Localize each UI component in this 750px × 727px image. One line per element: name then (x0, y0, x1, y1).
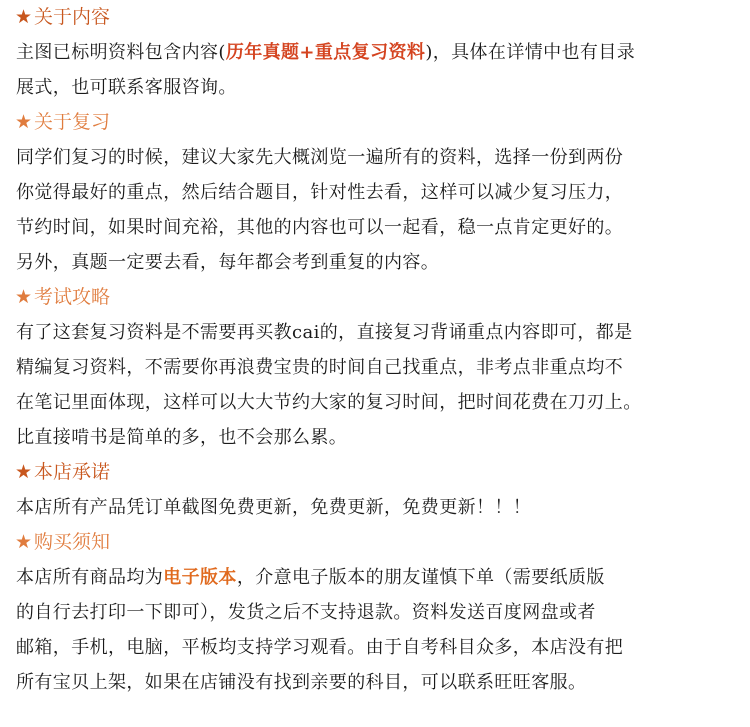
text-segment: )，具体在详情中也有目录 (425, 42, 636, 63)
paragraph-line: 另外，真题一定要去看，每年都会考到重复的内容。 (16, 252, 440, 273)
section-purchase-notes (0, 525, 750, 700)
highlight-text: 电子版本 (163, 567, 237, 588)
text-segment: 本店所有商品均为 (16, 567, 164, 588)
heading-text: 考试攻略 (34, 286, 111, 308)
text-segment: ，介意电子版本的朋友谨慎下单（需要纸质版 (236, 567, 605, 588)
section-exam-strategy (0, 280, 750, 455)
paragraph-line: 精编复习资料，不需要你再浪费宝贵的时间自己找重点，非考点非重点均不 (16, 357, 624, 378)
star-icon: ★ (15, 286, 33, 308)
text-segment: 主图已标明资料包含内容( (16, 42, 226, 63)
paragraph-line: 节约时间，如果时间充裕，其他的内容也可以一起看，稳一点肯定更好的。 (16, 217, 624, 238)
paragraph-line: 在笔记里面体现，这样可以大大节约大家的复习时间，把时间花费在刀刃上。 (16, 392, 642, 413)
heading-text: 购买须知 (34, 531, 111, 553)
paragraph-line: 展式，也可联系客服咨询。 (16, 77, 237, 98)
highlight-text: 历年真题+重点复习资料 (225, 42, 426, 63)
paragraph-line (0, 35, 750, 70)
section-about-review (0, 105, 750, 280)
paragraph-line: 你觉得最好的重点，然后结合题目，针对性去看，这样可以减少复习压力， (16, 182, 624, 203)
section-heading-about-content (0, 0, 750, 35)
star-icon: ★ (15, 531, 33, 553)
section-heading-about-review (0, 105, 750, 140)
star-icon: ★ (15, 6, 33, 28)
star-icon: ★ (15, 111, 33, 133)
heading-text: 关于复习 (34, 111, 111, 133)
paragraph-line: 本店所有产品凭订单截图免费更新，免费更新，免费更新！！！ (16, 497, 532, 518)
paragraph-line: 邮箱，手机，电脑，平板均支持学习观看。由于自考科目众多，本店没有把 (16, 637, 624, 658)
section-heading-store-promise (0, 455, 750, 490)
paragraph-line: 所有宝贝上架，如果在店铺没有找到亲要的科目，可以联系旺旺客服。 (16, 672, 587, 693)
star-icon: ★ (15, 461, 33, 483)
paragraph-line: 同学们复习的时候，建议大家先大概浏览一遍所有的资料，选择一份到两份 (16, 147, 624, 168)
paragraph-line: 的自行去打印一下即可），发货之后不支持退款。资料发送百度网盘或者 (16, 602, 596, 623)
section-store-promise (0, 455, 750, 525)
paragraph-line: 比直接啃书是简单的多，也不会那么累。 (16, 427, 348, 448)
section-about-content (0, 0, 750, 105)
heading-text: 关于内容 (34, 6, 111, 28)
heading-text: 本店承诺 (34, 461, 111, 483)
paragraph-line (0, 560, 750, 595)
section-heading-purchase-notes (0, 525, 750, 560)
section-heading-exam-strategy (0, 280, 750, 315)
paragraph-line: 有了这套复习资料是不需要再买教cai的，直接复习背诵重点内容即可，都是 (16, 322, 633, 343)
